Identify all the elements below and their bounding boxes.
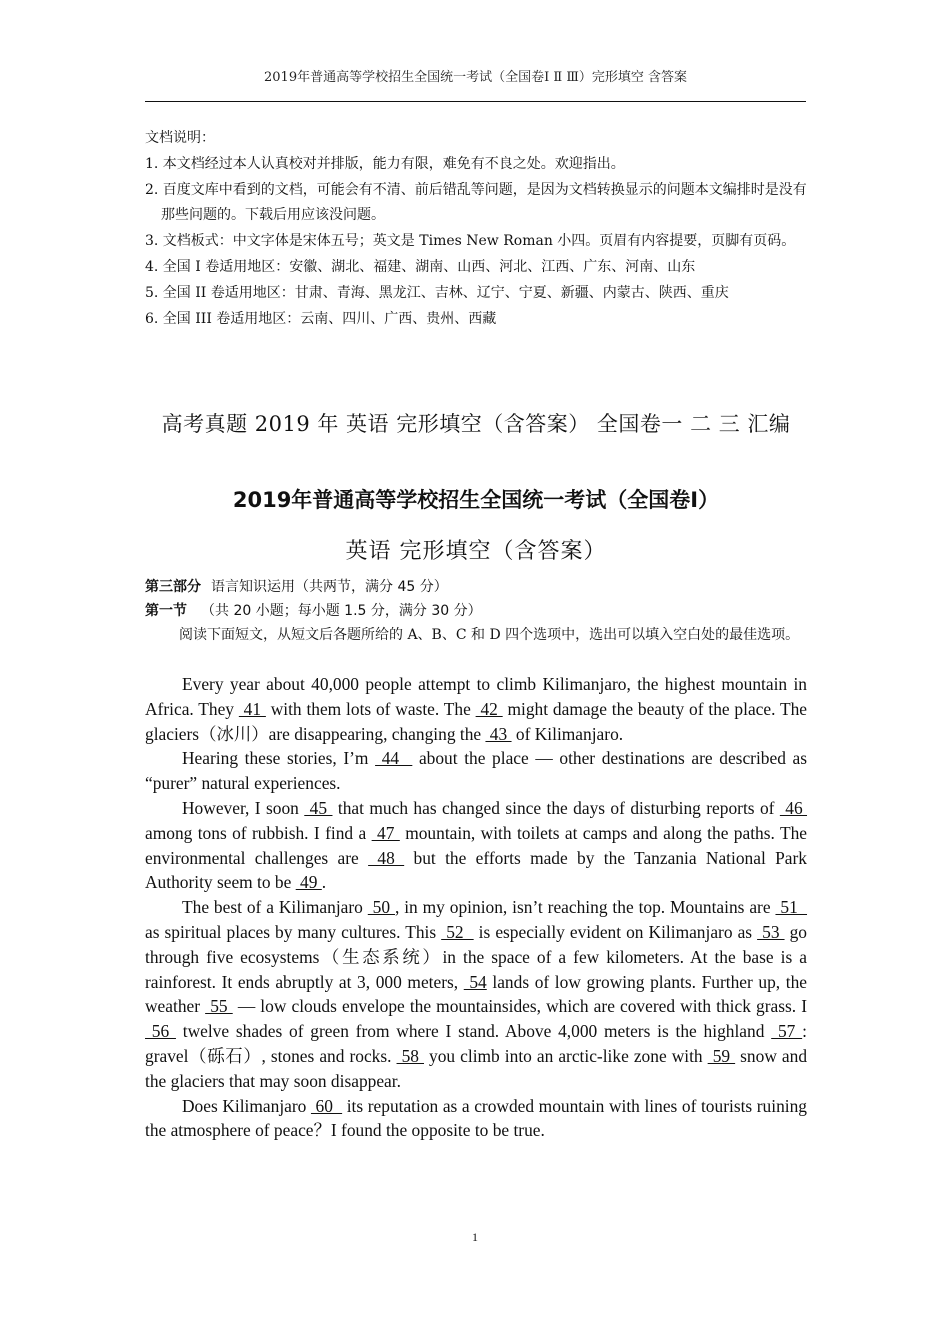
blank-54: 54 [463,971,487,992]
instruction: 阅读下面短文，从短文后各题所给的 A、B、C 和 D 四个选项中，选出可以填入空白处的最佳选项。 [179,627,800,643]
passage-text: about the place — other destinations are described as “purer” natural experiences. [145,748,808,794]
page-number: 1 [472,1230,478,1244]
blank-58: 58 [396,1045,424,1066]
passage-paragraph [145,895,807,1093]
note-item: 4. 全国 I 卷适用地区：安徽、湖北、福建、湖南、山西、河北、江西、广东、河南、山东 [145,258,696,275]
passage-text: might damage the beauty of the place. The glaciers（冰川）are disappearing, changing the [145,698,808,744]
passage-text: . [321,872,327,893]
blank-45: 45 [304,797,333,818]
blank-42: 42 [475,698,503,719]
blank-43: 43 [485,723,512,744]
exam-title: 2019年普通高等学校招生全国统一考试（全国卷I） [232,488,720,512]
blank-57: 57 [771,1021,803,1042]
passage-text: snow and the glaciers that may soon disappear. [145,1045,808,1091]
blank-51: 51 [775,897,808,918]
section-heading [145,600,482,620]
passage-text: Hearing these stories, I’m [182,748,376,769]
blank-44: 44 [375,748,413,769]
part-heading [145,576,448,596]
blank-41: 41 [238,698,266,719]
blank-60: 60 [310,1095,343,1116]
header-divider [145,101,806,102]
part-label: 第三部分 [145,579,201,595]
compilation-title: 高考真题 2019 年 英语 完形填空（含答案） 全国卷一 二 三 汇编 [161,412,791,436]
note-item: 3. 文档板式：中文字体是宋体五号；英文是 Times New Roman 小四。页眉有内容提要，页脚有页码。 [145,233,796,250]
blank-52: 52 [441,921,474,942]
note-item: 1. 本文档经过本人认真校对并排版，能力有限，难免有不良之处。欢迎指出。 [145,155,625,172]
blank-50: 50 [367,897,395,918]
passage-text: Every year about 40,000 people attempt to climb Kilimanjaro, the highest mountain in Africa. They [145,674,807,719]
passage-text: , in my opinion, isn’t reaching the top. Mountains are [394,897,776,918]
note-item: 5. 全国 II 卷适用地区：甘肃、青海、黑龙江、吉林、辽宁、宁夏、新疆、内蒙古、陕西、重庆 [145,284,729,301]
note-item: 2. 百度文库中看到的文档，可能会有不清、前后错乱等问题，是因为文档转换显示的问题本文编排时是没有那些问题的。下载后用应该没问题。 [145,181,807,224]
passage-text: However, I soon [182,797,305,818]
cloze-passage [145,672,807,1143]
document-notes [145,126,807,332]
note-item: 6. 全国 III 卷适用地区：云南、四川、广西、贵州、西藏 [145,310,497,327]
passage-paragraph [145,796,807,895]
passage-paragraph [145,746,807,796]
subject-title: 英语 完形填空（含答案） [345,539,607,564]
passage-text: lands of low growing plants. Further up, the weather [145,971,807,1017]
passage-text: Does Kilimanjaro [182,1095,311,1116]
blank-49: 49 [295,872,322,893]
section-text: （共 20 小题；每小题 1.5 分，满分 30 分） [201,603,482,619]
passage-text: among tons of rubbish. I find a [145,822,372,843]
passage-text: go through five ecosystems（生态系统）in the space of a few kilometers. At the base is a rainforest. It ends abruptly at 3, 000 meters, [145,921,807,992]
blank-56: 56 [145,1021,176,1042]
passage-text: its reputation as a crowded mountain with lines of tourists ruining the atmosphere of peace？I found the opposite to be true. [145,1095,808,1141]
passage-text: of Kilimanjaro. [511,723,624,744]
notes-title: 文档说明： [145,130,215,146]
section-label: 第一节 [145,603,187,619]
passage-text: The best of a Kilimanjaro [182,897,368,918]
blank-48: 48 [368,847,405,868]
blank-55: 55 [205,996,233,1017]
blank-59: 59 [707,1045,736,1066]
passage-text: : gravel（砾石）, stones and rocks. [145,1021,807,1066]
passage-text: as spiritual places by many cultures. This [145,921,442,942]
part-text: 语言知识运用（共两节，满分 45 分） [211,579,448,595]
blank-47: 47 [371,822,400,843]
passage-text: is especially evident on Kilimanjaro as [473,921,758,942]
running-header: 2019年普通高等学校招生全国统一考试（全国卷Ⅰ Ⅱ Ⅲ）完形填空 含答案 [264,70,687,85]
passage-text: you climb into an arctic-like zone with [424,1045,708,1066]
passage-text: mountain, with toilets at camps and along the paths. The environmental challenges are [145,822,807,868]
passage-paragraph [145,672,807,746]
passage-text: that much has changed since the days of disturbing reports of [332,797,780,818]
blank-53: 53 [757,921,785,942]
passage-paragraph [145,1094,807,1144]
passage-text: but the efforts made by the Tanzania National Park Authority seem to be [145,847,807,893]
blank-46: 46 [779,797,808,818]
passage-text: — low clouds envelope the mountainsides, which are covered with thick grass. I [232,996,807,1017]
passage-text: twelve shades of green from where I stand. Above 4,000 meters is the highland [175,1021,772,1042]
passage-text: with them lots of waste. The [265,698,476,719]
